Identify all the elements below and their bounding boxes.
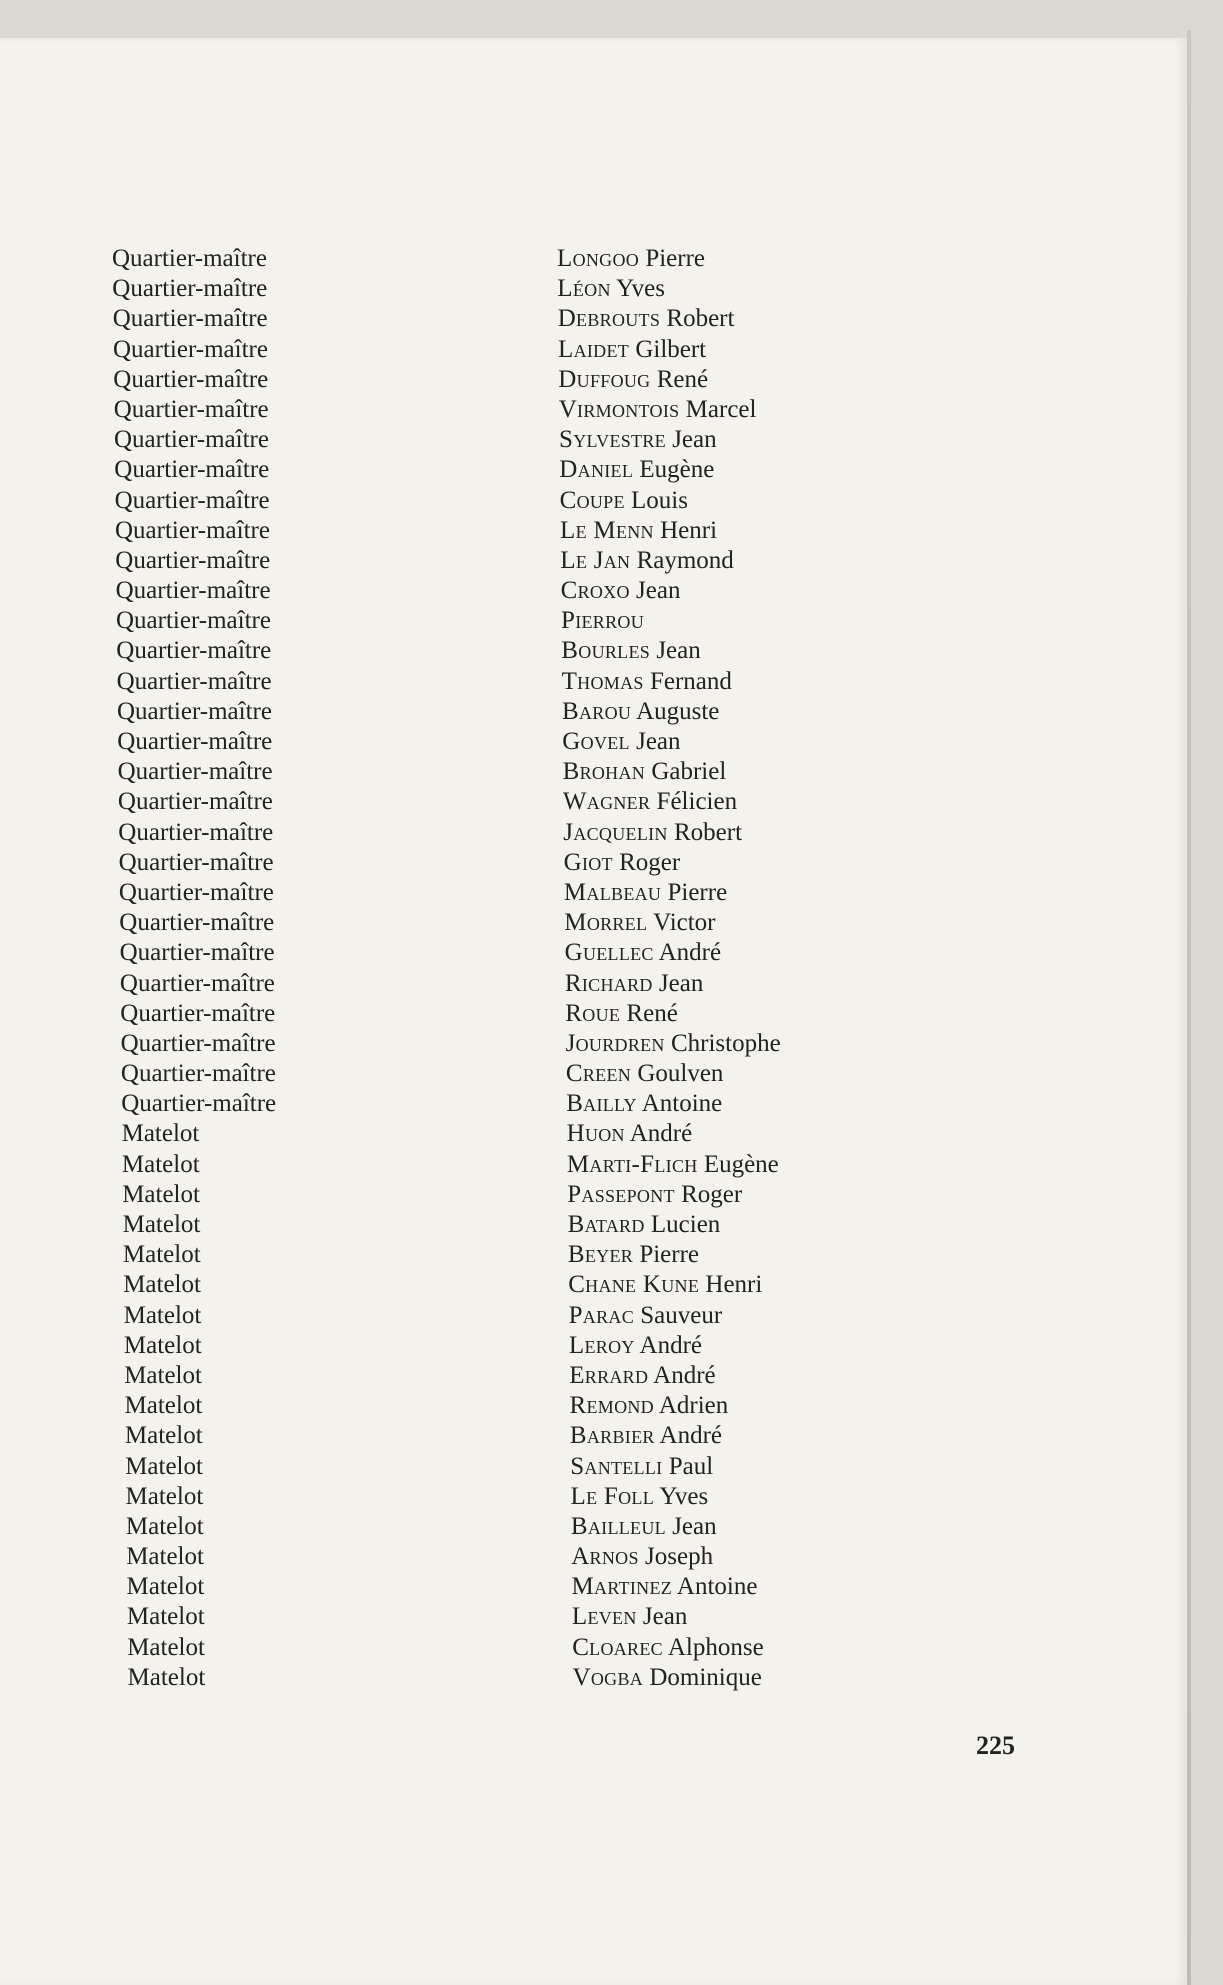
sailor-name	[562, 668, 732, 696]
roster-row	[117, 728, 877, 758]
surname: Richard	[564, 969, 653, 997]
first-name: André	[658, 939, 722, 967]
roster-row	[120, 970, 880, 1000]
surname: Leroy	[568, 1331, 635, 1359]
rank-label: Matelot	[127, 1663, 206, 1691]
roster-row	[122, 1181, 882, 1211]
rank-label: Quartier-maître	[112, 245, 267, 272]
first-name: Jean	[636, 728, 681, 755]
roster-row	[128, 1664, 888, 1694]
sailor-name	[558, 305, 735, 333]
rank-label: Matelot	[122, 1241, 201, 1269]
surname: Jourdren	[565, 1029, 665, 1057]
sailor-name	[562, 698, 719, 726]
first-name: Yves	[659, 1482, 709, 1510]
roster-row	[124, 1362, 884, 1392]
sailor-name	[566, 1090, 722, 1118]
roster-row	[114, 456, 874, 486]
first-name: Jean	[672, 1512, 717, 1540]
roster-row	[121, 1030, 881, 1060]
roster-row	[118, 788, 878, 818]
sailor-name	[567, 1151, 779, 1179]
surname: Remond	[569, 1392, 654, 1420]
sailor-name	[569, 1332, 702, 1360]
first-name: Louis	[631, 486, 688, 514]
roster-row	[113, 305, 873, 335]
first-name: Roger	[681, 1180, 743, 1208]
first-name: Robert	[673, 818, 743, 846]
surname: Errard	[569, 1361, 649, 1389]
first-name: Eugène	[639, 456, 715, 484]
first-name: Eugène	[703, 1150, 779, 1178]
rank-label: Matelot	[121, 1120, 200, 1148]
roster-row	[115, 487, 875, 517]
sailor-name	[557, 245, 705, 273]
roster-row	[115, 547, 875, 577]
first-name: René	[656, 365, 709, 393]
sailor-name	[559, 426, 717, 454]
sailor-name	[570, 1392, 729, 1420]
surname: Barou	[562, 697, 632, 725]
surname: Leven	[571, 1603, 637, 1631]
sailor-name	[561, 607, 644, 635]
rank-label: Quartier-maître	[120, 1029, 276, 1057]
sailor-name	[562, 728, 680, 756]
sailor-name	[572, 1603, 687, 1631]
surname: Croxo	[560, 577, 630, 605]
roster-row	[119, 849, 879, 879]
page-number: 225	[976, 1731, 1015, 1760]
first-name: Yves	[616, 275, 665, 303]
first-name: Fernand	[649, 667, 732, 695]
roster-row	[116, 637, 876, 667]
first-name: Dominique	[649, 1663, 762, 1691]
roster-row	[118, 819, 878, 849]
rank-label: Quartier-maître	[115, 546, 271, 574]
first-name: Pierre	[639, 1241, 700, 1269]
surname: Malbeau	[563, 878, 662, 906]
rank-label: Matelot	[122, 1211, 201, 1238]
surname: Morrel	[564, 909, 648, 937]
rank-label: Quartier-maître	[118, 818, 274, 846]
roster-row	[126, 1513, 886, 1543]
page-edge	[1187, 30, 1191, 1985]
first-name: Antoine	[641, 1090, 723, 1118]
roster-row	[117, 668, 877, 698]
roster-row	[112, 275, 872, 305]
rank-label: Matelot	[123, 1271, 201, 1299]
rank-label: Matelot	[125, 1512, 204, 1540]
rank-label: Matelot	[124, 1392, 203, 1420]
rank-label: Quartier-maître	[120, 1060, 276, 1088]
first-name: Jean	[658, 969, 704, 997]
roster-row	[114, 426, 874, 456]
roster-row	[127, 1603, 887, 1633]
surname: Bourles	[561, 637, 651, 665]
roster-row	[125, 1453, 885, 1483]
first-name: Jean	[672, 426, 717, 454]
surname: Santelli	[570, 1452, 663, 1480]
surname: Daniel	[559, 456, 634, 484]
roster-row	[126, 1543, 886, 1573]
sailor-name	[571, 1513, 717, 1541]
sailor-name	[559, 456, 714, 484]
sailor-name	[568, 1211, 721, 1239]
roster-row	[127, 1573, 887, 1603]
sailor-name	[558, 366, 708, 394]
roster-row	[115, 517, 875, 547]
roster-row	[124, 1332, 884, 1362]
rank-label: Matelot	[126, 1573, 205, 1601]
surname: Thomas	[561, 667, 644, 695]
first-name: Jean	[636, 577, 681, 605]
sailor-name	[566, 1030, 781, 1058]
sailor-name	[573, 1664, 762, 1692]
roster-row	[125, 1422, 885, 1452]
first-name: Henri	[660, 516, 718, 544]
first-name: André	[629, 1120, 693, 1148]
sailor-name	[563, 788, 737, 816]
roster-row	[127, 1634, 887, 1664]
rank-label: Quartier-maître	[118, 878, 274, 906]
sailor-name	[566, 1060, 724, 1088]
rank-label: Quartier-maître	[119, 909, 275, 937]
sailor-name	[564, 849, 681, 877]
sailor-name	[564, 909, 715, 937]
roster-row	[119, 909, 879, 939]
first-name: André	[653, 1361, 716, 1389]
surname: Léon	[557, 275, 611, 303]
rank-label: Quartier-maître	[119, 969, 275, 997]
first-name: Auguste	[636, 697, 720, 725]
surname: Le Menn	[560, 516, 654, 544]
roster-row	[123, 1241, 883, 1271]
surname: Le Foll	[570, 1482, 655, 1510]
rank-label: Quartier-maître	[118, 848, 274, 876]
sailor-name	[572, 1634, 763, 1662]
rank-label: Matelot	[126, 1543, 204, 1571]
rank-label: Quartier-maître	[114, 486, 270, 514]
rank-label: Quartier-maître	[114, 426, 269, 454]
surname: Coupe	[559, 486, 625, 514]
sailor-name	[565, 970, 703, 998]
surname: Brohan	[562, 758, 646, 786]
sailor-name	[557, 275, 665, 303]
rank-label: Quartier-maître	[112, 275, 268, 303]
sailor-name	[559, 396, 757, 424]
surname: Bailleul	[570, 1512, 666, 1540]
roster-row	[114, 396, 874, 426]
first-name: André	[659, 1422, 723, 1450]
roster-row	[119, 879, 879, 909]
surname: Wagner	[562, 788, 651, 816]
first-name: Antoine	[676, 1573, 758, 1601]
sailor-name	[563, 819, 742, 847]
sailor-name	[570, 1422, 722, 1450]
rank-label: Quartier-maître	[113, 395, 269, 423]
first-name: Gilbert	[635, 335, 707, 363]
surname: Laidet	[558, 335, 630, 363]
rank-label: Quartier-maître	[117, 788, 273, 816]
first-name: Adrien	[658, 1392, 729, 1420]
first-name: Alphonse	[667, 1633, 764, 1661]
sailor-name	[568, 1271, 762, 1299]
surname: Bailly	[566, 1090, 637, 1118]
sailor-name	[563, 758, 727, 786]
sailor-name	[561, 577, 681, 605]
sailor-name	[568, 1241, 699, 1269]
rank-label: Quartier-maître	[119, 939, 275, 967]
first-name: Robert	[666, 305, 735, 333]
roster-row	[125, 1392, 885, 1422]
surname: Chane Kune	[568, 1271, 700, 1299]
rank-label: Quartier-maître	[121, 1090, 277, 1118]
rank-label: Matelot	[123, 1331, 202, 1359]
sailor-name	[561, 637, 700, 665]
rank-label: Quartier-maître	[116, 607, 271, 635]
rank-label: Matelot	[127, 1633, 205, 1661]
sailor-name	[565, 1000, 678, 1028]
surname: Batard	[567, 1211, 645, 1238]
roster-row	[122, 1151, 882, 1181]
surname: Beyer	[567, 1241, 634, 1269]
rank-label: Matelot	[125, 1452, 203, 1480]
surname: Barbier	[569, 1422, 655, 1450]
rank-label: Quartier-maître	[113, 365, 269, 393]
surname: Govel	[562, 728, 630, 755]
sailor-name	[571, 1483, 709, 1511]
first-name: René	[626, 999, 678, 1027]
first-name: Roger	[619, 848, 681, 876]
book-page	[0, 38, 1187, 1985]
rank-label: Quartier-maître	[115, 577, 271, 605]
surname: Debrouts	[557, 305, 661, 333]
surname: Martinez	[571, 1573, 673, 1601]
first-name: Goulven	[637, 1060, 724, 1088]
crew-roster	[112, 245, 872, 1694]
rank-label: Quartier-maître	[115, 516, 270, 544]
rank-label: Matelot	[123, 1301, 202, 1329]
first-name: Félicien	[656, 788, 738, 816]
roster-row	[116, 607, 876, 637]
rank-label: Quartier-maître	[120, 999, 276, 1027]
sailor-name	[569, 1362, 715, 1390]
first-name: Paul	[668, 1452, 714, 1480]
sailor-name	[567, 1120, 693, 1148]
first-name: Henri	[705, 1271, 763, 1299]
roster-row	[118, 758, 878, 788]
roster-row	[123, 1271, 883, 1301]
roster-row	[113, 366, 873, 396]
first-name: Joseph	[645, 1543, 714, 1571]
rank-label: Quartier-maître	[116, 667, 272, 695]
rank-label: Matelot	[126, 1603, 205, 1631]
surname: Guellec	[564, 939, 654, 967]
first-name: Jean	[656, 637, 701, 665]
surname: Parac	[568, 1301, 635, 1329]
first-name: Sauveur	[640, 1301, 723, 1329]
sailor-name	[567, 1181, 742, 1209]
sailor-name	[560, 487, 688, 515]
roster-row	[126, 1483, 886, 1513]
roster-row	[113, 336, 873, 366]
first-name: Christophe	[670, 1029, 781, 1057]
rank-label: Quartier-maître	[116, 637, 272, 665]
first-name: Pierre	[645, 245, 706, 272]
rank-label: Matelot	[125, 1482, 204, 1510]
sailor-name	[565, 939, 722, 967]
surname: Cloarec	[572, 1633, 663, 1661]
rank-label: Matelot	[124, 1422, 203, 1450]
rank-label: Quartier-maître	[117, 728, 273, 755]
surname: Jacquelin	[563, 818, 668, 846]
surname: Marti-Flich	[566, 1150, 698, 1178]
surname: Virmontois	[558, 395, 680, 423]
surname: Creen	[565, 1060, 632, 1088]
sailor-name	[564, 879, 727, 907]
surname: Arnos	[571, 1543, 639, 1571]
roster-row	[120, 1000, 880, 1030]
sailor-name	[570, 1453, 713, 1481]
first-name: Jean	[642, 1603, 688, 1631]
roster-row	[123, 1211, 883, 1241]
surname: Roue	[565, 999, 621, 1027]
rank-label: Quartier-maître	[113, 335, 268, 363]
surname: Huon	[566, 1120, 625, 1148]
surname: Duffoug	[558, 365, 651, 393]
rank-label: Quartier-maître	[112, 305, 268, 333]
sailor-name	[560, 547, 734, 575]
rank-label: Quartier-maître	[117, 697, 272, 725]
sailor-name	[569, 1302, 723, 1330]
roster-row	[124, 1302, 884, 1332]
surname: Longoo	[557, 245, 640, 272]
first-name: Gabriel	[651, 758, 727, 786]
surname: Vogba	[572, 1663, 644, 1691]
roster-row	[122, 1120, 882, 1150]
first-name: Victor	[653, 909, 716, 937]
surname: Passepont	[567, 1180, 675, 1208]
roster-row	[116, 577, 876, 607]
roster-row	[121, 1090, 881, 1120]
rank-label: Quartier-maître	[117, 758, 273, 786]
rank-label: Quartier-maître	[114, 456, 270, 484]
roster-row	[112, 245, 872, 275]
first-name: Lucien	[650, 1211, 721, 1238]
rank-label: Matelot	[124, 1361, 202, 1389]
surname: Giot	[563, 848, 613, 876]
sailor-name	[558, 336, 706, 364]
rank-label: Matelot	[121, 1150, 200, 1178]
first-name: Marcel	[685, 395, 757, 423]
sailor-name	[560, 517, 717, 545]
surname: Sylvestre	[559, 426, 666, 454]
first-name: Raymond	[636, 546, 734, 574]
roster-row	[121, 1060, 881, 1090]
sailor-name	[572, 1573, 758, 1601]
surname: Pierrou	[561, 607, 645, 635]
first-name: Pierre	[667, 878, 728, 906]
first-name: André	[639, 1331, 703, 1359]
rank-label: Matelot	[122, 1180, 200, 1208]
surname: Le Jan	[560, 546, 631, 574]
sailor-name	[571, 1543, 713, 1571]
roster-row	[120, 939, 880, 969]
roster-row	[117, 698, 877, 728]
